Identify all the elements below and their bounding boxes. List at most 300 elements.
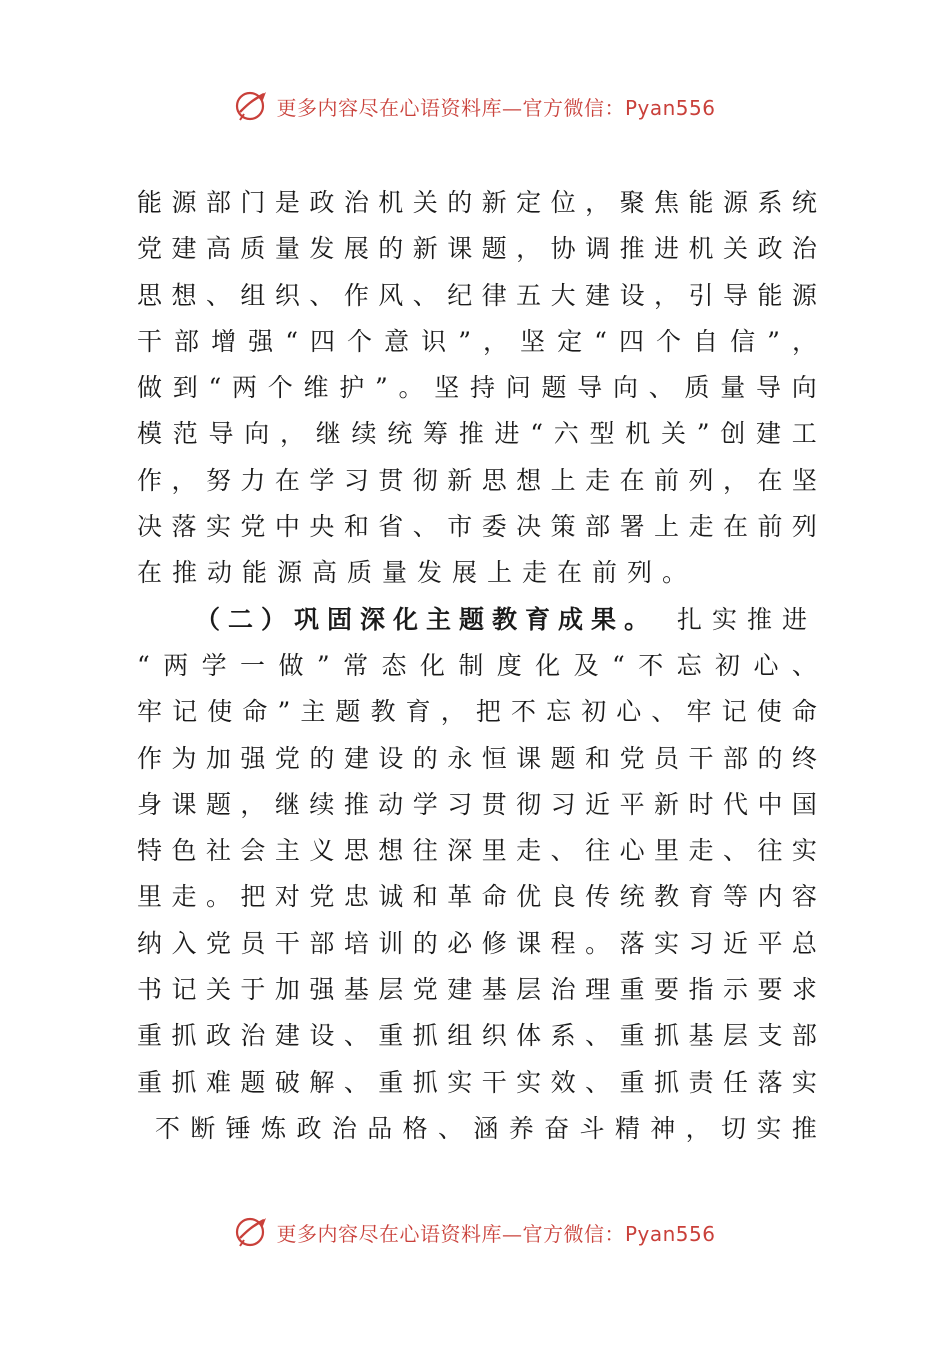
char: 能 [688,188,714,217]
text-line: 在推动能源高质量发展上走在前列。 [137,558,698,588]
char: 抓 [654,1067,680,1097]
char: 和 [585,743,611,773]
char: 新 [654,789,680,819]
char: ” [696,419,710,449]
char: 效 [550,1067,576,1097]
char: 及 [573,650,599,680]
char: 品 [367,1113,393,1143]
char: 题 [481,234,507,264]
char: 导 [208,419,234,449]
char: 良 [550,882,576,912]
char: “ [530,419,544,449]
char: 的 [412,928,438,958]
char: 高 [205,234,231,264]
char: 在 [274,465,300,495]
char: 个 [347,326,373,356]
char: 续 [309,789,335,819]
char: 忠 [343,882,369,912]
char: 质 [240,234,266,264]
char: 党 [240,512,266,542]
char: 律 [481,280,507,310]
char: 的 [412,743,438,773]
char: 锤 [225,1113,251,1143]
char: 、 [550,836,576,866]
char: 平 [619,789,645,819]
char: 抓 [171,1021,197,1051]
char: 里 [481,836,507,866]
char: 做 [137,373,163,403]
section-heading: （二）巩固深化主题教育成果。 [195,604,658,634]
char: 习 [447,789,473,819]
char: 、 [722,836,748,866]
char: 化 [419,650,445,680]
char: 织 [481,1021,507,1051]
char: 难 [205,1067,231,1097]
char: 坚 [520,326,546,356]
char: 要 [757,975,783,1005]
watermark-banner-bottom [0,1212,950,1252]
char: 近 [585,789,611,819]
char: 重 [378,1021,404,1051]
char: 示 [722,975,748,1005]
char: 主 [300,697,326,727]
char: 导 [756,373,782,403]
char: ， [171,465,197,495]
char: 记 [721,697,747,727]
char: 入 [171,928,197,958]
char: 干 [688,743,714,773]
text-line [137,828,817,874]
char: 干 [274,928,300,958]
char: 优 [516,882,542,912]
char: 、 [791,650,817,680]
char: 培 [343,928,369,958]
text-line [137,874,817,920]
char: 关 [661,419,687,449]
char: 源 [722,188,748,217]
char: 内 [757,882,783,912]
char: 解 [309,1067,335,1097]
char: 统 [619,882,645,912]
char: 向 [244,419,270,449]
char: 代 [722,789,748,819]
char: 型 [589,419,615,449]
char: 继 [315,419,341,449]
char: 强 [248,326,274,356]
char: 不 [638,650,664,680]
char: 学 [201,650,227,680]
char: 源 [171,188,197,217]
char: 。 [205,882,231,912]
char: 题 [550,743,576,773]
char: 部 [722,743,748,773]
char: 四 [310,326,336,356]
char: 往 [412,836,438,866]
char: 持 [470,373,496,403]
char: 题 [205,789,231,819]
char: 治 [791,234,817,264]
watermark-banner-top [0,86,950,126]
char: 实 [756,1113,782,1143]
char: 上 [654,512,680,542]
char: 治 [331,1113,357,1143]
char: ， [516,234,542,264]
char: 两 [163,650,189,680]
char: 治 [343,188,369,217]
char: 干 [137,326,163,356]
char: 组 [447,1021,473,1051]
char: 设 [309,1021,335,1051]
char: 把 [475,697,501,727]
char: 想 [378,836,404,866]
char: 牢 [686,697,712,727]
char: 决 [137,512,163,542]
char: 程 [550,928,576,958]
char: 彻 [516,789,542,819]
char: ， [440,697,466,727]
char: 党 [412,975,438,1005]
text-line [137,273,817,319]
char: ， [791,326,817,356]
char: ， [654,280,680,310]
char: 发 [309,234,335,264]
char: 重 [137,1067,163,1097]
char: 意 [384,326,410,356]
char: 习 [550,789,576,819]
char: “ [137,650,150,680]
char: 和 [412,882,438,912]
char: 使 [756,697,782,727]
char: 、 [412,512,438,542]
char: 在 [722,512,748,542]
char: 加 [274,975,300,1005]
char: 贯 [481,789,507,819]
char: 做 [278,650,304,680]
watermark-dash: — [501,95,523,120]
char: 层 [378,975,404,1005]
text-line [137,411,817,457]
char: 定 [557,326,583,356]
char: 思 [343,836,369,866]
char: 养 [508,1113,534,1143]
char: 重 [619,1021,645,1051]
char: 于 [240,975,266,1005]
char: 永 [447,743,473,773]
char: 走 [585,465,611,495]
char: 心 [616,697,642,727]
char: 维 [303,373,329,403]
text-line [137,782,817,828]
char: 党 [274,743,300,773]
text-line [137,365,817,411]
char: 理 [585,975,611,1005]
char: 重 [137,1021,163,1051]
char: 终 [791,743,817,773]
char: 育 [405,697,431,727]
char: 向 [791,373,817,403]
char: 特 [137,836,163,866]
char: 前 [757,512,783,542]
char: 破 [274,1067,300,1097]
char: 忘 [546,697,572,727]
char: 支 [757,1021,783,1051]
char: 能 [757,280,783,310]
char: 命 [242,697,268,727]
char: 市 [447,512,473,542]
char: 。 [585,928,611,958]
char: 指 [688,975,714,1005]
char: 恒 [481,743,507,773]
char: 社 [205,836,231,866]
paragraph-1 [137,180,817,597]
char: 实 [654,928,680,958]
char: 员 [240,928,266,958]
char: 、 [585,1067,611,1097]
char: 前 [654,465,680,495]
char: 课 [516,928,542,958]
char: ， [685,1113,711,1143]
char: 护 [339,373,365,403]
char: 、 [648,373,674,403]
char: 心 [753,650,779,680]
watermark-contact: 官方微信：Pyan556 [522,95,716,120]
char: 统 [791,188,817,217]
char: 炼 [261,1113,287,1143]
char: 坚 [434,373,460,403]
char: 质 [684,373,710,403]
char: 把 [240,882,266,912]
char: 走 [688,512,714,542]
watermark-text [276,1218,715,1247]
char: 重 [619,975,645,1005]
char: 奋 [544,1113,570,1143]
char: 机 [688,234,714,264]
char: ” [316,650,330,680]
char: 题 [335,697,361,727]
char: 近 [722,928,748,958]
char: 、 [585,1021,611,1051]
char: 作 [343,280,369,310]
text-line [137,180,817,226]
char: 走 [171,882,197,912]
char: 动 [378,789,404,819]
char: 。 [398,373,424,403]
char: 实 [791,836,817,866]
char: 干 [481,1067,507,1097]
char: 设 [378,743,404,773]
char: 要 [654,975,680,1005]
char: 政 [296,1113,322,1143]
char: 建 [343,743,369,773]
char: 义 [309,836,335,866]
char: 往 [757,836,783,866]
char: 党 [619,743,645,773]
char: 国 [791,789,817,819]
char: 精 [614,1113,640,1143]
char: 修 [481,928,507,958]
char: ” [458,326,471,356]
char: 在 [757,465,783,495]
char: 平 [757,928,783,958]
char: ” [375,373,388,403]
char: 记 [171,975,197,1005]
char: 统 [387,419,413,449]
char: 焦 [654,188,680,217]
char: “ [208,373,222,403]
char: 的 [309,743,335,773]
char: 新 [481,188,507,217]
char: 度 [496,650,522,680]
text-line [137,643,817,689]
char: 能 [137,188,163,217]
char: 问 [505,373,531,403]
char: 落 [757,1067,783,1097]
char: 常 [343,650,369,680]
char: 命 [791,697,817,727]
char: 里 [654,836,680,866]
char: 习 [688,928,714,958]
char: 央 [309,512,335,542]
char: 四 [618,326,644,356]
char: 、 [651,697,677,727]
char: 思 [481,465,507,495]
char: “ [612,650,625,680]
char: 训 [378,928,404,958]
char: 党 [309,882,335,912]
char: 基 [688,1021,714,1051]
char: 神 [650,1113,676,1143]
char: 作 [137,743,163,773]
char: 学 [309,465,335,495]
char: 为 [171,743,197,773]
char: 纪 [447,280,473,310]
text-line [137,226,817,272]
char: 治 [550,975,576,1005]
char: 模 [137,419,163,449]
char: 列 [688,465,714,495]
char: 求 [791,975,817,1005]
char: 制 [458,650,484,680]
watermark-dash: — [501,1221,523,1246]
char: 关 [722,234,748,264]
char: 治 [240,1021,266,1051]
char: 走 [688,836,714,866]
char: 、 [438,1113,464,1143]
char: 课 [171,789,197,819]
char: 层 [516,975,542,1005]
char: 建 [447,975,473,1005]
char: 落 [619,928,645,958]
char: 初 [715,650,741,680]
char: 引 [688,280,714,310]
char: 实 [516,1067,542,1097]
char: 坚 [791,465,817,495]
char: 、 [205,280,231,310]
char: 导 [577,373,603,403]
char: 自 [693,326,719,356]
char: 初 [581,697,607,727]
char: 想 [516,465,542,495]
char: 实 [205,512,231,542]
char: ， [585,188,611,217]
char: 推 [458,419,484,449]
char: 中 [757,789,783,819]
char: 态 [381,650,407,680]
char: 习 [343,465,369,495]
document-body [137,180,817,1152]
char: 必 [447,928,473,958]
text-line [137,967,817,1013]
char: 努 [205,465,231,495]
char: 课 [516,743,542,773]
char: 体 [516,1021,542,1051]
text-line [137,921,817,967]
char: 主 [274,836,300,866]
char: 决 [516,512,542,542]
char: 在 [619,465,645,495]
char: 纳 [137,928,163,958]
char: 继 [274,789,300,819]
char: 对 [274,882,300,912]
char: 范 [172,419,198,449]
char: 新 [412,234,438,264]
char: 断 [190,1113,216,1143]
char: 落 [171,512,197,542]
char: 量 [720,373,746,403]
section-heading-line [137,597,817,643]
char: 信 [730,326,756,356]
char: 进 [494,419,520,449]
char: 关 [205,975,231,1005]
char: 深 [447,836,473,866]
char: 格 [402,1113,428,1143]
char: 强 [309,975,335,1005]
char: 设 [619,280,645,310]
watermark-contact: 官方微信：Pyan556 [522,1221,716,1246]
char: 建 [274,1021,300,1051]
char: 力 [240,465,266,495]
char: 部 [174,326,200,356]
char: 色 [171,836,197,866]
char: 书 [137,975,163,1005]
char: 创 [720,419,746,449]
char: 里 [137,882,163,912]
char: 省 [378,512,404,542]
char: 推 [343,789,369,819]
watermark-text [276,92,715,121]
char: 不 [155,1113,181,1143]
char: 一 [240,650,266,680]
char: “ [594,326,607,356]
char: 任 [722,1067,748,1097]
char: 的 [757,743,783,773]
text-line [137,689,817,735]
char: 使 [207,697,233,727]
char: 抓 [412,1067,438,1097]
char: ， [483,326,509,356]
char: 工 [791,419,817,449]
char: 作 [137,465,163,495]
char: 斗 [579,1113,605,1143]
char: 展 [343,234,369,264]
char: “ [285,326,298,356]
char: 想 [171,280,197,310]
char: 识 [421,326,447,356]
char: 推 [619,234,645,264]
text-line [137,458,817,504]
char: 层 [722,1021,748,1051]
char: 位 [550,188,576,217]
